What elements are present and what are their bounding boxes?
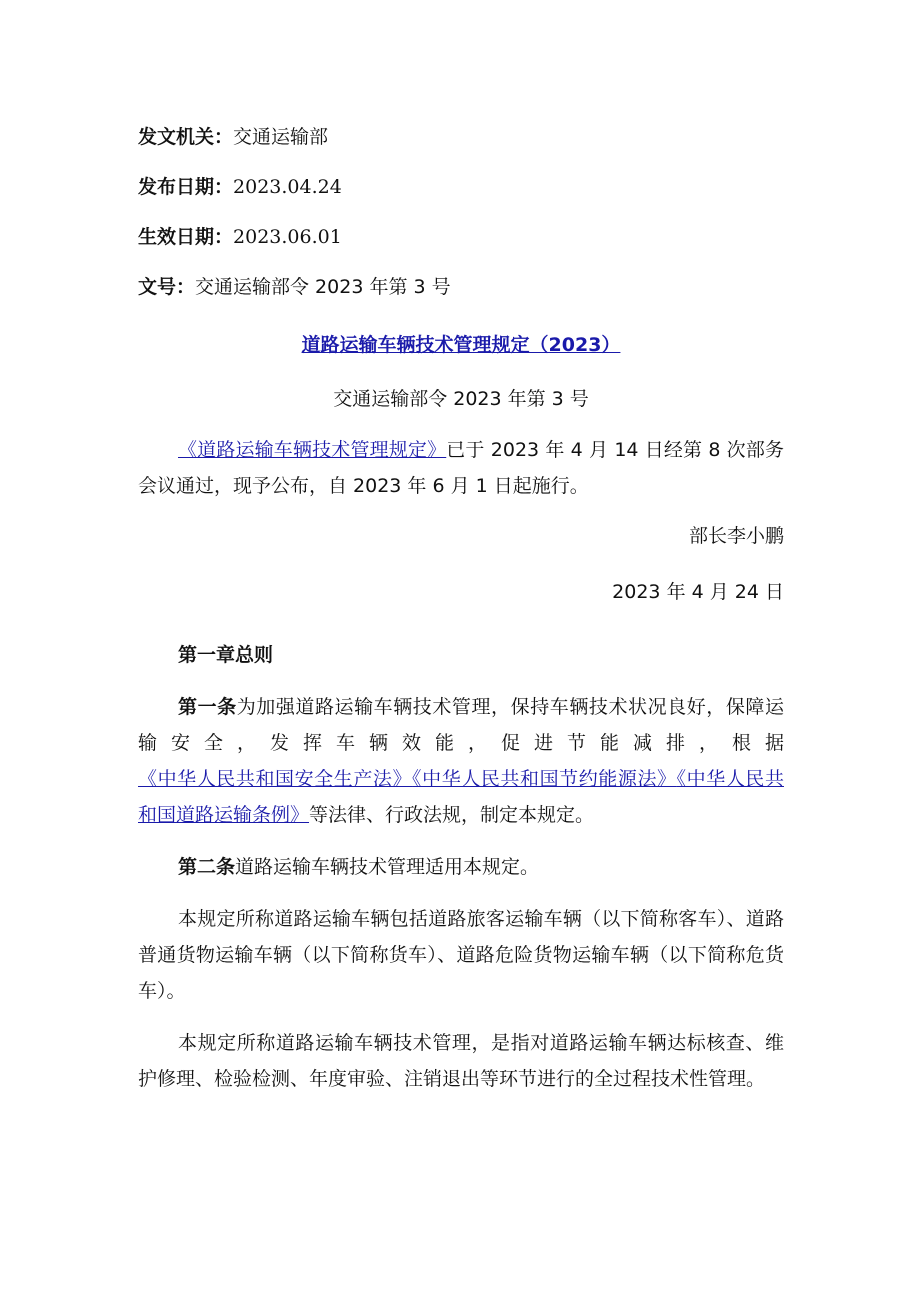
chapter-heading: 第一章总则	[178, 644, 274, 666]
announcement-text: 已于 2023 年 4 月 14 日经第 8 次部务会议通过，现予公布，自 2023 年 6 月 1 日起施行。	[138, 439, 784, 497]
document-number-value: 交通运输部令 2023 年第 3 号	[195, 276, 451, 298]
order-number: 交通运输部令 2023 年第 3 号	[333, 388, 589, 410]
issuer-value: 交通运输部	[233, 126, 329, 148]
sign-date: 2023 年 4 月 24 日	[612, 581, 784, 603]
law-link-road-transport[interactable]: 《中华人民共和国道路运输条例》	[138, 768, 784, 826]
article-1-label: 第一条	[178, 696, 237, 718]
effective-date-label: 生效日期：	[138, 226, 234, 248]
publish-date-line	[138, 168, 784, 218]
publish-date-label: 发布日期：	[138, 176, 234, 198]
scope-paragraph: 本规定所称道路运输车辆包括道路旅客运输车辆（以下简称客车）、道路普通货物运输车辆（以下简称货车）、道路危险货物运输车辆（以下简称危货车）。	[138, 908, 784, 1002]
issuer-line	[138, 118, 784, 168]
regulation-link[interactable]: 《道路运输车辆技术管理规定》	[178, 439, 447, 461]
publish-date-value: 2023.04.24	[233, 176, 342, 198]
announcement-paragraph	[138, 432, 784, 504]
article-1	[138, 689, 784, 833]
management-paragraph: 本规定所称道路运输车辆技术管理，是指对道路运输车辆达标核查、维护修理、检验检测、年度审验、注销退出等环节进行的全过程技术性管理。	[138, 1032, 784, 1090]
effective-date-line	[138, 218, 784, 268]
effective-date-value: 2023.06.01	[233, 226, 342, 248]
document-number-label: 文号：	[138, 276, 196, 298]
title-block	[138, 328, 784, 382]
issuer-label: 发文机关：	[138, 126, 234, 148]
law-link-energy[interactable]: 《中华人民共和国节约能源法》	[412, 768, 677, 790]
article-1-text-end: 等法律、行政法规，制定本规定。	[309, 804, 595, 826]
signature: 部长李小鹏	[688, 525, 784, 547]
article-1-text: 为加强道路运输车辆技术管理，保持车辆技术状况良好，保障运输安全，发挥车辆效能，促进节能减排，根据	[138, 696, 784, 754]
article-2-label: 第二条	[178, 856, 236, 878]
law-link-safety[interactable]: 《中华人民共和国安全生产法》	[138, 768, 413, 790]
document-body	[138, 118, 784, 1097]
document-title-link[interactable]: 道路运输车辆技术管理规定（2023）	[301, 334, 621, 356]
document-number-line	[138, 268, 784, 318]
article-2	[138, 849, 784, 885]
article-2-text: 道路运输车辆技术管理适用本规定。	[235, 856, 540, 878]
